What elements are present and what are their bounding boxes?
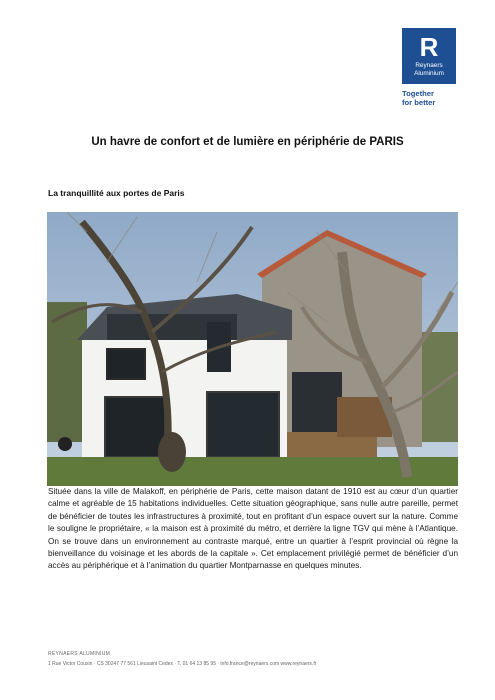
reynaers-logo	[402, 28, 456, 84]
tagline-line1: Together	[402, 89, 434, 98]
footer-address: 1 Rue Victor Cousin · CS 30247 77 561 Lieusaint Cedex · T. 01 64 13 85 95 · info.france@reynaers.com www.reynaers.fr	[48, 661, 317, 667]
tagline	[402, 89, 472, 107]
section-heading: La tranquillité aux portes de Paris	[48, 188, 185, 198]
logo-letter: R	[419, 32, 439, 62]
body-paragraph: Située dans la ville de Malakoff, en périphérie de Paris, cette maison datant de 1910 est au cœur d’un quartier calme et agréable de 15 habitations individuelles. Cette situation géographique, sans nulle autre pareille, permet de bénéficier de toutes les infrastructures à proximité, tout en profitant d’un espace ouvert sur la nature. Comme le souligne le propriétaire, « la maison est à proximité du métro, et derrière la ligne TGV qui mène à l’Atlantique. On se trouve dans un environnement au contraste marqué, entre un quartier à l’esprit provincial où règne la bienveillance du voisinage et les abords de la capitale ». Cet emplacement privilégié permet de bénéficier d’un accès au périphérique et à l’animation du quartier Montparnasse en quelques minutes.	[48, 487, 458, 571]
logo-name-line2: Aluminium	[414, 69, 444, 77]
logo-name-line1: Reynaers	[415, 62, 443, 69]
house-photo	[47, 212, 458, 486]
footer-company: REYNAERS ALUMINIUM	[48, 651, 111, 657]
page-title: Un havre de confort et de lumière en périphérie de PARIS	[91, 136, 404, 148]
tagline-line2: for better	[402, 98, 436, 107]
